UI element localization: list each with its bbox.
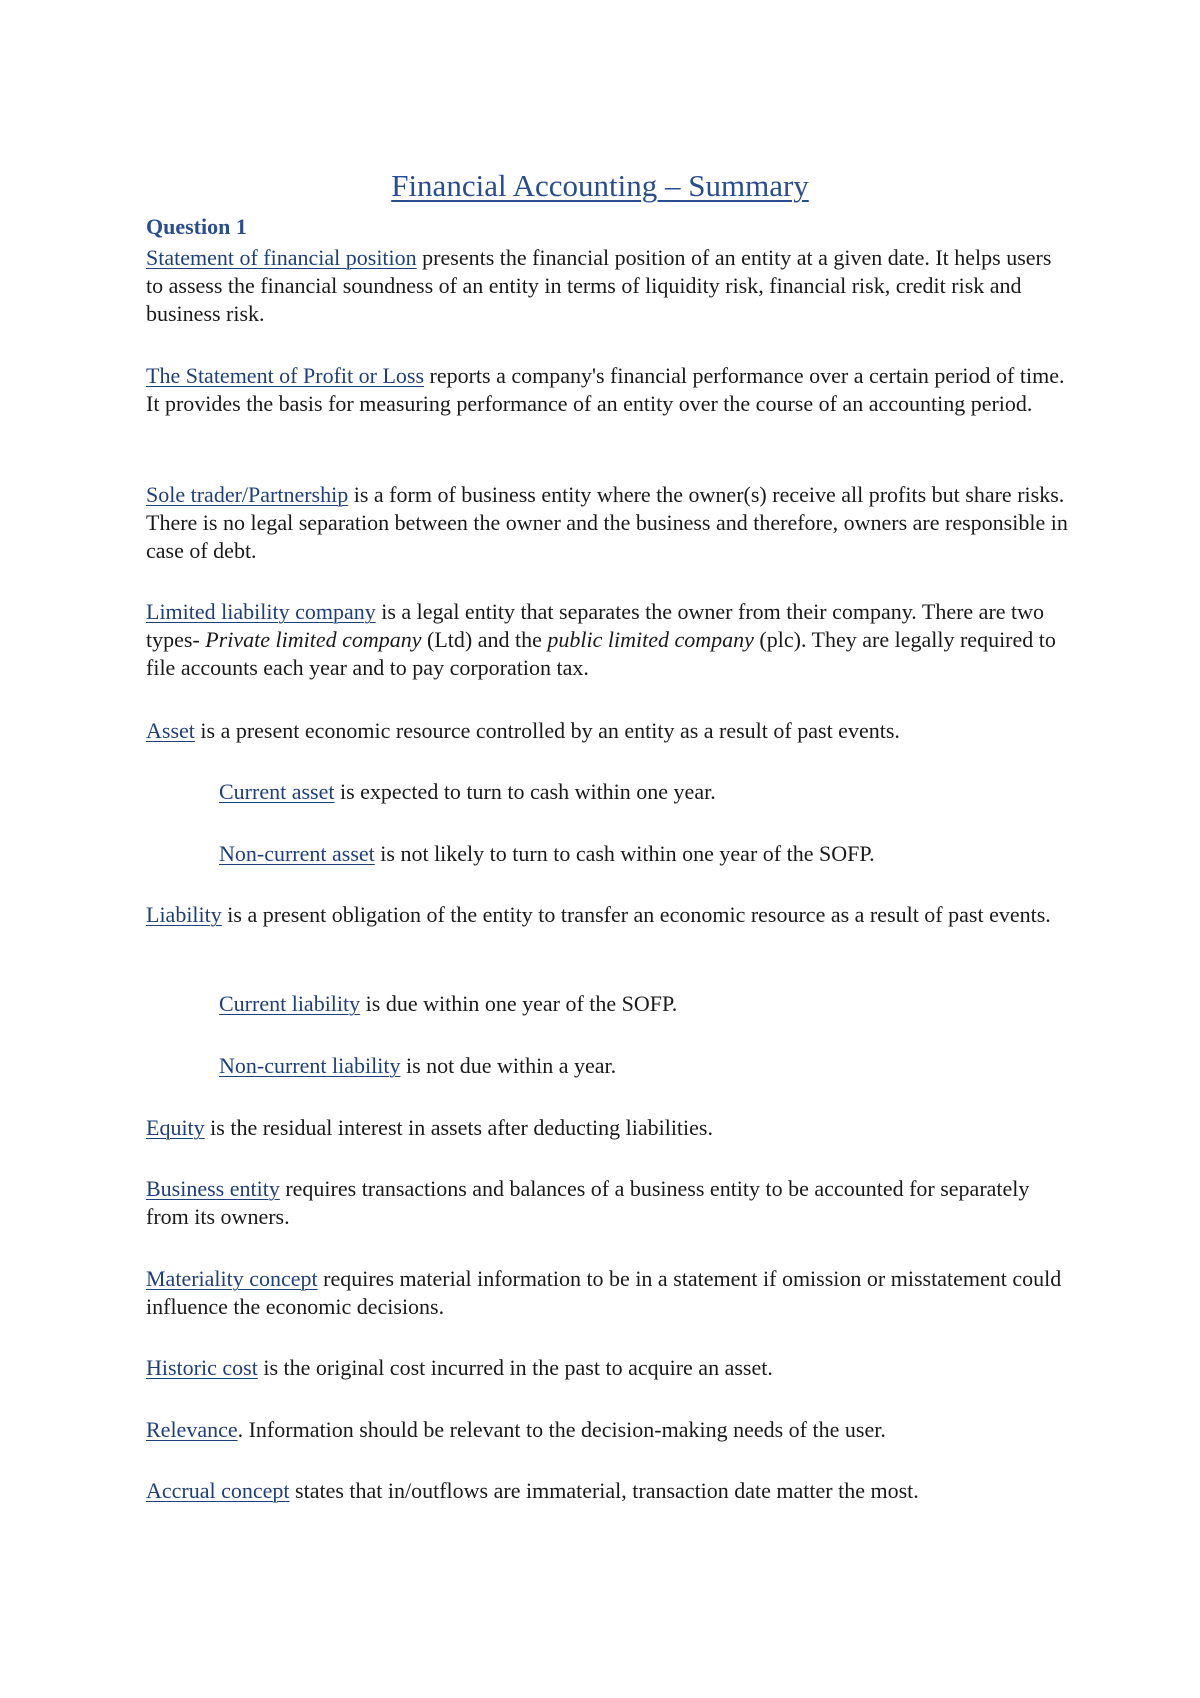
paragraph-non-current-asset [219, 840, 1071, 868]
term-limited-liability-company: Limited liability company [146, 599, 376, 624]
paragraph-equity [146, 1114, 1071, 1142]
definition-text: (Ltd) and the [421, 627, 548, 652]
definition-text: is due within one year of the SOFP. [360, 991, 678, 1016]
definition-text: is not likely to turn to cash within one year of the SOFP. [374, 841, 875, 866]
definition-text: is expected to turn to cash within one year. [334, 779, 716, 804]
definition-text: is a form of business entity where the owner(s) receive all profits but share risks. There is no legal separation between the owner and the business and therefore, owners are responsible in case of debt. [146, 482, 1068, 563]
paragraph-current-asset [219, 778, 1071, 806]
paragraph-profit-or-loss [146, 362, 1071, 418]
paragraph-current-liability [219, 990, 1071, 1018]
section-heading: Question 1 [146, 214, 247, 239]
term-liability: Liability [146, 902, 222, 927]
paragraph-relevance [146, 1416, 1071, 1444]
term-sole-trader: Sole trader/Partnership [146, 482, 349, 507]
paragraph-asset [146, 717, 1071, 745]
paragraph-statement-of-financial-position [146, 244, 1071, 328]
definition-text: is the original cost incurred in the past to acquire an asset. [257, 1355, 773, 1380]
definition-text: requires transactions and balances of a business entity to be accounted for separately from its owners. [146, 1176, 1030, 1229]
term-relevance: Relevance [146, 1417, 238, 1442]
paragraph-non-current-liability [219, 1052, 1071, 1080]
term-statement-of-financial-position: Statement of financial position [146, 245, 417, 270]
term-non-current-liability: Non-current liability [219, 1053, 401, 1078]
term-business-entity: Business entity [146, 1176, 280, 1201]
term-asset: Asset [146, 718, 195, 743]
term-current-asset: Current asset [219, 779, 335, 804]
term-equity: Equity [146, 1115, 205, 1140]
paragraph-historic-cost [146, 1354, 1071, 1382]
paragraph-accrual-concept [146, 1477, 1071, 1505]
definition-text: is the residual interest in assets after deducting liabilities. [204, 1115, 713, 1140]
paragraph-materiality-concept [146, 1265, 1071, 1321]
definition-text: presents the financial position of an entity at a given date. It helps users to assess the financial soundness of an entity in terms of liquidity risk, financial risk, credit risk and business risk. [146, 245, 1052, 326]
paragraph-business-entity [146, 1175, 1071, 1231]
paragraph-sole-trader [146, 481, 1071, 565]
term-materiality-concept: Materiality concept [146, 1266, 318, 1291]
definition-text: requires material information to be in a statement if omission or misstatement could influence the economic decisions. [146, 1266, 1062, 1319]
definition-text: is not due within a year. [400, 1053, 617, 1078]
term-current-liability: Current liability [219, 991, 361, 1016]
definition-text: (plc). They are legally required to file accounts each year and to pay corporation tax. [146, 627, 1056, 680]
definition-text: states that in/outflows are immaterial, transaction date matter the most. [289, 1478, 919, 1503]
private-limited-company-text: Private limited company [205, 627, 422, 652]
definition-text: is a present economic resource controlled by an entity as a result of past events. [194, 718, 900, 743]
term-accrual-concept: Accrual concept [146, 1478, 290, 1503]
definition-text: reports a company's financial performance over a certain period of time. It provides the basis for measuring performance of an entity over the course of an accounting period. [146, 363, 1065, 416]
term-non-current-asset: Non-current asset [219, 841, 375, 866]
term-profit-or-loss: The Statement of Profit or Loss [146, 363, 425, 388]
definition-text: . Information should be relevant to the decision-making needs of the user. [237, 1417, 886, 1442]
public-limited-company-text: public limited company [547, 627, 754, 652]
term-historic-cost: Historic cost [146, 1355, 258, 1380]
paragraph-limited-liability-company [146, 598, 1071, 682]
definition-text: is a legal entity that separates the owner from their company. There are two types- [146, 599, 1045, 652]
paragraph-liability [146, 901, 1071, 929]
document-title: Financial Accounting – Summary [391, 168, 809, 203]
definition-text: is a present obligation of the entity to transfer an economic resource as a result of past events. [221, 902, 1051, 927]
